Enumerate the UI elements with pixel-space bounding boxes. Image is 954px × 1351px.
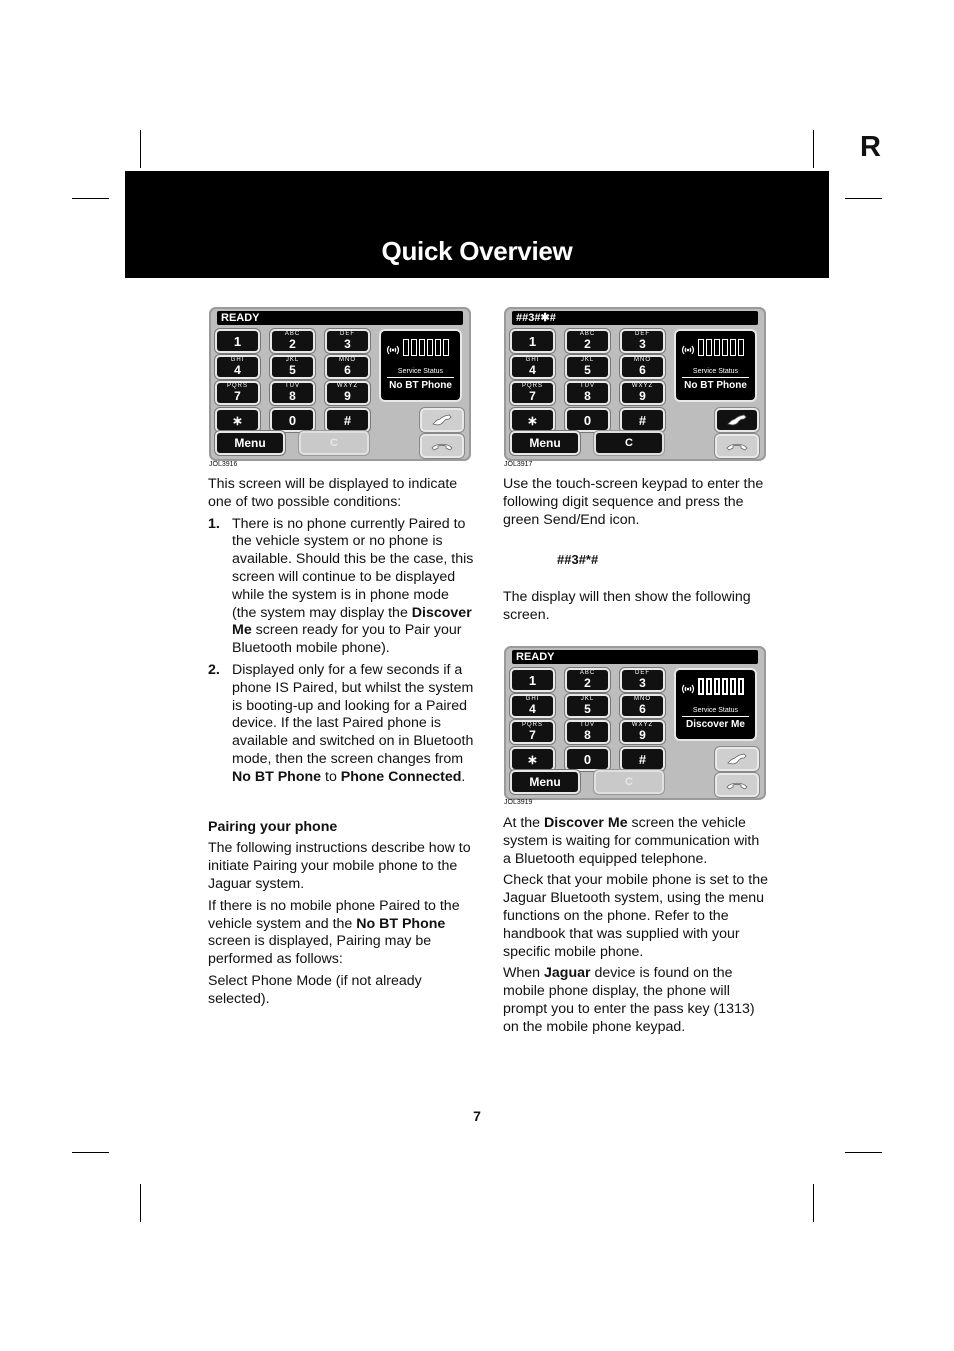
service-status-value: No BT Phone [684, 380, 747, 391]
key-digit: 7 [234, 389, 241, 403]
key-letters: DEF [635, 670, 650, 676]
service-status-panel [676, 670, 755, 739]
page-title: Quick Overview [381, 236, 573, 266]
service-status-label: Service Status [692, 707, 739, 714]
crop-mark-bottom-left [140, 1184, 141, 1222]
key-hash[interactable] [327, 410, 368, 430]
key-7[interactable] [512, 722, 553, 742]
key-digit: 3 [344, 337, 351, 351]
key-digit: 1 [233, 334, 242, 349]
key-digit: 3 [639, 676, 646, 690]
handset-icon [430, 413, 454, 427]
key-6[interactable] [622, 696, 663, 716]
divider [682, 377, 749, 378]
signal-icon [385, 344, 401, 356]
crop-mark-top-left-h [72, 198, 109, 199]
signal-strength-bars [698, 678, 744, 695]
key-5[interactable] [567, 357, 608, 377]
text: screen the vehicle system is waiting for communication with a Bluetooth equipped telephone. [503, 815, 760, 867]
key-digit: 2 [584, 337, 591, 351]
phone-screen [504, 307, 766, 461]
text: If there is no mobile phone Paired to the vehicle system and the [208, 897, 460, 932]
section-subheading: Pairing your phone [208, 818, 338, 835]
key-digit: 8 [584, 728, 591, 742]
key-0[interactable] [567, 410, 608, 430]
key-2[interactable] [567, 670, 608, 690]
figure-caption: JOL3916 [209, 461, 238, 468]
key-digit: 0 [288, 413, 297, 428]
key-letters: GHI [525, 357, 540, 363]
bold-text: No BT Phone [356, 915, 446, 932]
end-button[interactable] [717, 436, 757, 456]
phone-screen [504, 646, 766, 800]
key-digit: 6 [639, 702, 646, 716]
service-status-label: Service Status [692, 368, 739, 375]
divider [387, 377, 454, 378]
key-1[interactable] [512, 670, 553, 690]
key-letters: DEF [635, 331, 650, 337]
paragraph: The following instructions describe how to initiate Pairing your mobile phone to the Jaguar system. [208, 840, 471, 892]
paragraph: The display will then show the following screen. [503, 589, 751, 623]
key-digit: 5 [584, 363, 591, 377]
key-digit: ∗ [527, 752, 538, 767]
key-star[interactable] [217, 410, 258, 430]
key-digit: 9 [639, 389, 646, 403]
intro-paragraph: This screen will be displayed to indicate one of two possible conditions: [208, 476, 458, 510]
menu-button[interactable]: Menu [512, 772, 578, 792]
service-status-panel [676, 331, 755, 400]
text: device is found on the mobile phone display, the phone will prompt you to enter the pass key (1313) on the mobile phone keypad. [503, 965, 755, 1035]
paragraph [208, 898, 474, 969]
key-8[interactable] [567, 722, 608, 742]
key-5[interactable] [272, 357, 313, 377]
figure-caption: JOL3919 [504, 799, 533, 806]
clear-button[interactable]: C [596, 433, 662, 453]
list-text: Displayed only for a few seconds if a phone IS Paired, but whilst the system is booting-up and looking for a Paired device. If the last Paired phone is available and switched on in Bluetooth mode, then the screen changes from [232, 661, 474, 767]
key-digit: 0 [583, 752, 592, 767]
key-digit: 3 [639, 337, 646, 351]
display-status-bar: ##3#✱# [512, 311, 758, 325]
key-4[interactable] [217, 357, 258, 377]
crop-mark-top-right [813, 130, 814, 168]
key-letters: ABC [284, 331, 301, 337]
crop-mark-top-right-h [845, 198, 882, 199]
key-0[interactable] [567, 749, 608, 769]
key-hash[interactable] [622, 749, 663, 769]
key-letters: TUV [580, 722, 595, 728]
key-digit: 9 [344, 389, 351, 403]
key-digit: 1 [528, 673, 537, 688]
send-button[interactable] [422, 410, 462, 430]
key-hash[interactable] [622, 410, 663, 430]
display-status-bar: READY [217, 311, 463, 325]
list-text: to [321, 768, 341, 785]
list-item [208, 662, 474, 787]
key-letters: TUV [285, 383, 300, 389]
end-call-icon [725, 778, 749, 792]
key-digit: 7 [529, 728, 536, 742]
end-call-icon [725, 439, 749, 453]
key-digit: # [638, 752, 647, 767]
key-9[interactable] [622, 722, 663, 742]
key-letters: WXYZ [631, 722, 654, 728]
crop-mark-bottom-right [813, 1184, 814, 1222]
key-letters: PQRS [226, 383, 248, 389]
bold-text: Discover Me [544, 815, 628, 831]
key-letters: MNO [634, 357, 651, 363]
signal-strength-bars [698, 339, 744, 356]
key-digit: 5 [584, 702, 591, 716]
key-3[interactable] [622, 331, 663, 351]
key-letters: MNO [634, 696, 651, 702]
key-digit: ∗ [527, 413, 538, 428]
key-letters: PQRS [521, 383, 543, 389]
key-6[interactable] [622, 357, 663, 377]
code-sequence: ##3#*# [557, 552, 599, 568]
key-letters: TUV [580, 383, 595, 389]
paragraph: Check that your mobile phone is set to the Jaguar Bluetooth system, using the menu functions on the phone. Refer to the handbook that was supplied with your specific mobile phone. [503, 872, 768, 960]
service-status-label: Service Status [397, 368, 444, 375]
key-digit: 2 [584, 676, 591, 690]
bold-text: Jaguar [544, 965, 591, 982]
key-letters: JKL [580, 357, 595, 363]
list-text: screen ready for you to Pair your Bluetooth mobile phone). [232, 622, 462, 657]
key-6[interactable] [327, 357, 368, 377]
title-banner [125, 171, 829, 278]
key-8[interactable] [272, 383, 313, 403]
text: When [503, 965, 545, 982]
key-3[interactable] [622, 670, 663, 690]
list-text: . [461, 768, 466, 785]
key-digit: # [343, 413, 352, 428]
key-letters: JKL [285, 357, 300, 363]
service-status-value: Discover Me [686, 719, 745, 730]
end-button[interactable] [422, 436, 462, 456]
list-item [208, 516, 474, 658]
key-4[interactable] [512, 357, 553, 377]
key-digit: ∗ [232, 413, 243, 428]
key-digit: 6 [639, 363, 646, 377]
phone-screen [209, 307, 471, 461]
menu-button[interactable]: Menu [512, 433, 578, 453]
crop-mark-bottom-right-h [845, 1152, 882, 1153]
key-digit: 7 [529, 389, 536, 403]
key-5[interactable] [567, 696, 608, 716]
service-status-value: No BT Phone [389, 380, 452, 391]
key-2[interactable] [272, 331, 313, 351]
signal-strength-bars [403, 339, 449, 356]
left-column [208, 476, 474, 1009]
key-8[interactable] [567, 383, 608, 403]
key-letters: WXYZ [631, 383, 654, 389]
menu-button[interactable]: Menu [217, 433, 283, 453]
divider [682, 716, 749, 717]
key-digit: 2 [289, 337, 296, 351]
list-number: 1. [208, 515, 220, 532]
key-letters: PQRS [521, 722, 543, 728]
key-1[interactable] [512, 331, 553, 351]
paragraph [503, 815, 771, 868]
key-digit: 8 [584, 389, 591, 403]
key-letters: MNO [339, 357, 356, 363]
paragraph [503, 965, 771, 1036]
right-column [503, 476, 771, 625]
text: At the [503, 815, 545, 831]
list-bold: No BT Phone [232, 768, 322, 785]
list-number: 2. [208, 661, 220, 678]
key-letters: WXYZ [336, 383, 359, 389]
key-7[interactable] [217, 383, 258, 403]
key-9[interactable] [622, 383, 663, 403]
key-9[interactable] [327, 383, 368, 403]
key-digit: 5 [289, 363, 296, 377]
clear-button[interactable]: C [596, 772, 662, 792]
key-1[interactable] [217, 331, 258, 351]
list-text: There is no phone currently Paired to the vehicle system or no phone is available. Should this be the case, this screen will continue to be displayed while the system is in phone mode (the system may display the [232, 515, 474, 621]
key-star[interactable] [512, 410, 553, 430]
key-4[interactable] [512, 696, 553, 716]
key-digit: 4 [529, 702, 536, 716]
key-digit: 6 [344, 363, 351, 377]
page-number: 7 [473, 1108, 481, 1124]
paragraph: Select Phone Mode (if not already selected). [208, 972, 422, 1007]
key-letters: JKL [580, 696, 595, 702]
signal-icon [680, 683, 696, 695]
key-2[interactable] [567, 331, 608, 351]
end-call-icon [430, 439, 454, 453]
key-letters: ABC [579, 670, 596, 676]
key-digit: 1 [528, 334, 537, 349]
display-status-bar: READY [512, 650, 758, 664]
key-digit: 8 [289, 389, 296, 403]
key-digit: 9 [639, 728, 646, 742]
list-bold: Discover Me [232, 604, 472, 639]
key-digit: 4 [234, 363, 241, 377]
key-letters: ABC [579, 331, 596, 337]
list-bold: Phone Connected [340, 768, 462, 785]
crop-mark-top-left [140, 130, 141, 168]
paragraph: Use the touch-screen keypad to enter the following digit sequence and press the green Send/End icon. [503, 476, 764, 528]
key-3[interactable] [327, 331, 368, 351]
key-0[interactable] [272, 410, 313, 430]
key-digit: 4 [529, 363, 536, 377]
section-letter: R [860, 131, 881, 163]
end-button[interactable] [717, 775, 757, 795]
send-button[interactable] [717, 410, 757, 430]
clear-button[interactable]: C [301, 433, 367, 453]
key-star[interactable] [512, 749, 553, 769]
key-letters: GHI [525, 696, 540, 702]
handset-icon [725, 752, 749, 766]
signal-icon [680, 344, 696, 356]
key-digit: 0 [583, 413, 592, 428]
service-status-panel [381, 331, 460, 400]
key-letters: DEF [340, 331, 355, 337]
key-letters: GHI [230, 357, 245, 363]
key-7[interactable] [512, 383, 553, 403]
text: screen is displayed, Pairing may be performed as follows: [208, 933, 432, 968]
key-digit: # [638, 413, 647, 428]
send-button[interactable] [717, 749, 757, 769]
conditions-list [208, 516, 474, 787]
figure-caption: JOL3917 [504, 461, 533, 468]
handset-icon [725, 413, 749, 427]
right-column-lower [503, 815, 771, 1037]
crop-mark-bottom-left-h [72, 1152, 109, 1153]
